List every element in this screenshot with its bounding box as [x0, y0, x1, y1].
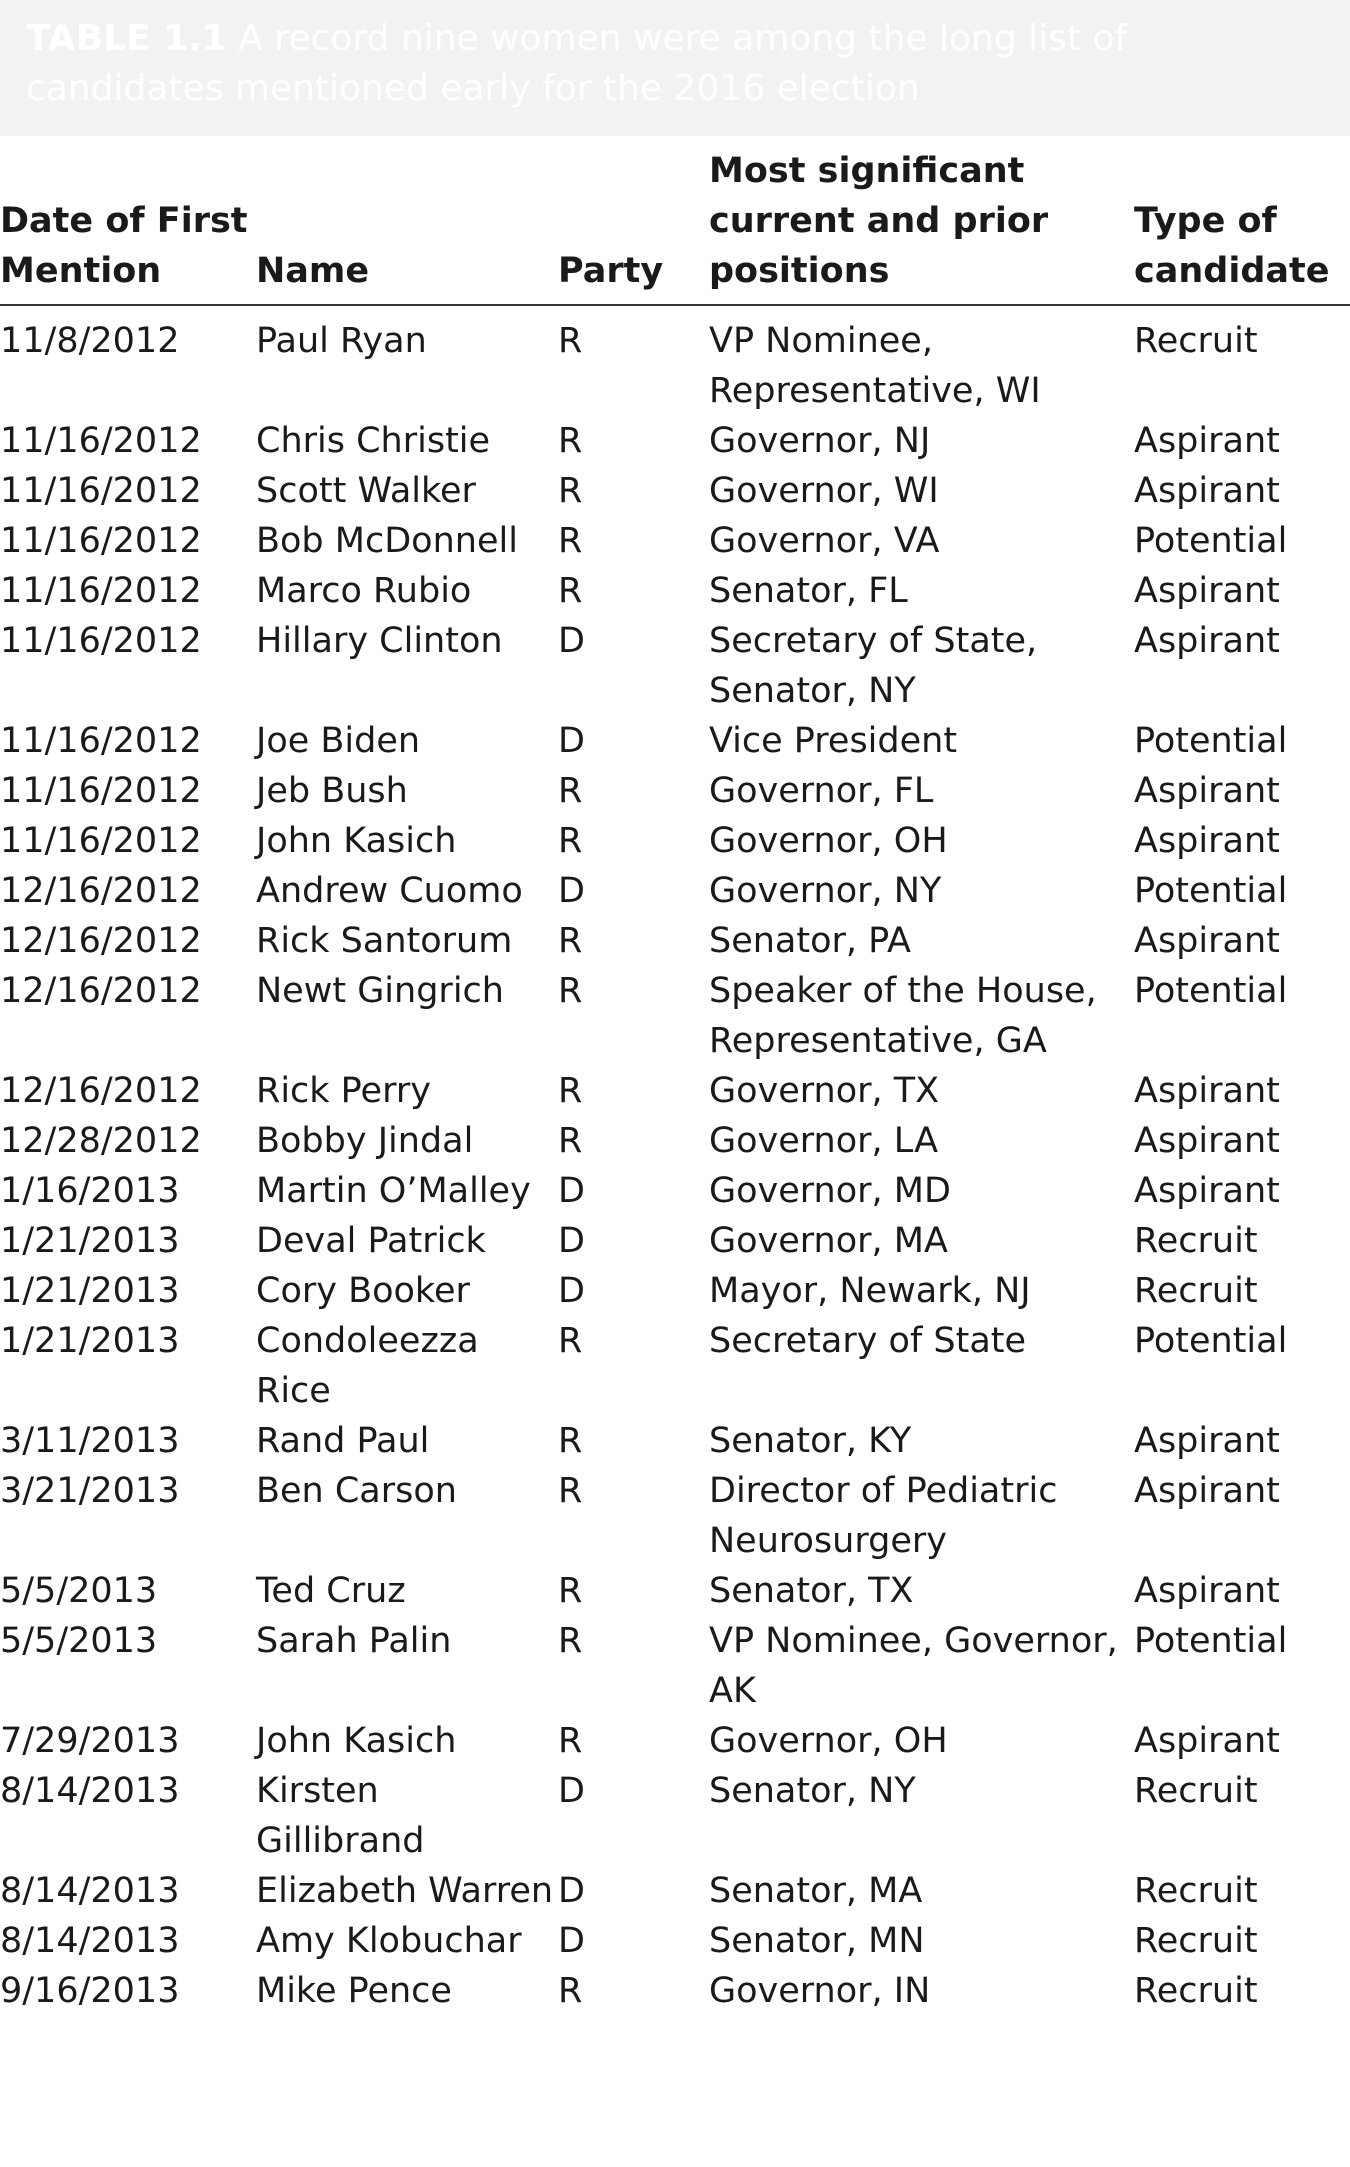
- cell-date: 11/16/2012: [0, 621, 202, 661]
- cell-party: R: [558, 771, 583, 811]
- cell-type: Potential: [1134, 871, 1288, 911]
- table-row: [0, 1766, 1350, 1866]
- cell-party: D: [558, 1771, 585, 1811]
- cell-positions: VP Nominee, Governor, AK: [709, 1621, 1118, 1711]
- cell-date: 11/16/2012: [0, 521, 202, 561]
- table-row: [0, 1166, 1350, 1216]
- cell-type: Aspirant: [1134, 1071, 1280, 1111]
- cell-positions: Senator, PA: [709, 921, 911, 961]
- table-row: [0, 1716, 1350, 1766]
- table-caption-text: A record nine women were among the long list of candidates mentioned early for the 2016 election: [26, 18, 1128, 109]
- cell-type: Recruit: [1134, 1921, 1258, 1961]
- cell-date: 12/28/2012: [0, 1121, 202, 1161]
- cell-party: D: [558, 1921, 585, 1961]
- column-header-party: Party: [558, 146, 709, 305]
- cell-date: 11/16/2012: [0, 571, 202, 611]
- cell-type: Potential: [1134, 721, 1288, 761]
- cell-positions: Senator, FL: [709, 571, 908, 611]
- cell-type: Aspirant: [1134, 1571, 1280, 1611]
- cell-date: 7/29/2013: [0, 1721, 180, 1761]
- cell-party: R: [558, 1971, 583, 2011]
- cell-type: Aspirant: [1134, 421, 1280, 461]
- cell-party: R: [558, 1471, 583, 1511]
- cell-positions: Governor, IN: [709, 1971, 931, 2011]
- cell-positions: Governor, WI: [709, 471, 939, 511]
- table-row: [0, 866, 1350, 916]
- cell-party: R: [558, 1721, 583, 1761]
- cell-party: R: [558, 421, 583, 461]
- cell-positions: Secretary of State, Senator, NY: [709, 621, 1038, 711]
- cell-date: 11/8/2012: [0, 321, 180, 361]
- cell-type: Recruit: [1134, 1771, 1258, 1811]
- cell-party: D: [558, 1171, 585, 1211]
- table-row: [0, 1616, 1350, 1716]
- cell-name: Newt Gingrich: [256, 971, 504, 1011]
- cell-name: Deval Patrick: [256, 1221, 486, 1261]
- cell-name: Joe Biden: [256, 721, 421, 761]
- cell-positions: Mayor, Newark, NJ: [709, 1271, 1031, 1311]
- cell-positions: Speaker of the House, Representative, GA: [709, 971, 1097, 1061]
- cell-party: D: [558, 1271, 585, 1311]
- table-body: [0, 305, 1350, 2016]
- cell-date: 12/16/2012: [0, 1071, 202, 1111]
- table-row: [0, 566, 1350, 616]
- column-header-type: Type of candidate: [1134, 146, 1350, 305]
- cell-date: 3/21/2013: [0, 1471, 180, 1511]
- cell-type: Aspirant: [1134, 1721, 1280, 1761]
- table-row: [0, 1916, 1350, 1966]
- cell-name: Bobby Jindal: [256, 1121, 474, 1161]
- cell-date: 9/16/2013: [0, 1971, 180, 2011]
- cell-type: Aspirant: [1134, 821, 1280, 861]
- table-row: [0, 1866, 1350, 1916]
- table-row: [0, 616, 1350, 716]
- cell-name: Ted Cruz: [256, 1571, 406, 1611]
- cell-positions: Governor, OH: [709, 1721, 948, 1761]
- cell-name: Rand Paul: [256, 1421, 430, 1461]
- cell-date: 12/16/2012: [0, 971, 202, 1011]
- table-row: [0, 305, 1350, 416]
- cell-type: Recruit: [1134, 1271, 1258, 1311]
- cell-name: Jeb Bush: [256, 771, 408, 811]
- cell-positions: Governor, MD: [709, 1171, 951, 1211]
- table-row: [0, 466, 1350, 516]
- cell-party: R: [558, 521, 583, 561]
- cell-party: D: [558, 621, 585, 661]
- cell-name: Hillary Clinton: [256, 621, 503, 661]
- table-row: [0, 816, 1350, 866]
- cell-date: 1/21/2013: [0, 1221, 180, 1261]
- column-header-date: Date of First Mention: [0, 146, 256, 305]
- cell-positions: Governor, NY: [709, 871, 942, 911]
- column-header-name: Name: [256, 146, 558, 305]
- cell-date: 11/16/2012: [0, 771, 202, 811]
- cell-name: Ben Carson: [256, 1471, 457, 1511]
- cell-name: Marco Rubio: [256, 571, 472, 611]
- cell-positions: Governor, OH: [709, 821, 948, 861]
- cell-party: R: [558, 321, 583, 361]
- table-row: [0, 1466, 1350, 1566]
- cell-date: 11/16/2012: [0, 471, 202, 511]
- cell-name: Sarah Palin: [256, 1621, 452, 1661]
- cell-party: R: [558, 1121, 583, 1161]
- table-row: [0, 1316, 1350, 1416]
- table-caption-label: TABLE 1.1: [26, 18, 227, 59]
- table-row: [0, 1216, 1350, 1266]
- column-header-positions: Most significant current and prior positions: [709, 146, 1134, 305]
- cell-name: Cory Booker: [256, 1271, 470, 1311]
- cell-positions: Senator, TX: [709, 1571, 914, 1611]
- cell-positions: Governor, LA: [709, 1121, 939, 1161]
- cell-name: Condoleezza Rice: [256, 1321, 479, 1411]
- cell-date: 11/16/2012: [0, 421, 202, 461]
- cell-date: 12/16/2012: [0, 871, 202, 911]
- cell-party: D: [558, 1871, 585, 1911]
- cell-name: Amy Klobuchar: [256, 1921, 522, 1961]
- table-row: [0, 716, 1350, 766]
- cell-party: R: [558, 821, 583, 861]
- table-row: [0, 766, 1350, 816]
- cell-date: 3/11/2013: [0, 1421, 180, 1461]
- cell-positions: Secretary of State: [709, 1321, 1027, 1361]
- cell-type: Recruit: [1134, 1971, 1258, 2011]
- table-row: [0, 416, 1350, 466]
- cell-party: R: [558, 1571, 583, 1611]
- cell-positions: Senator, NY: [709, 1771, 916, 1811]
- table-row: [0, 1066, 1350, 1116]
- cell-party: R: [558, 1071, 583, 1111]
- cell-date: 8/14/2013: [0, 1771, 180, 1811]
- cell-name: Rick Perry: [256, 1071, 431, 1111]
- cell-name: Chris Christie: [256, 421, 491, 461]
- cell-type: Potential: [1134, 1621, 1288, 1661]
- cell-date: 5/5/2013: [0, 1621, 158, 1661]
- cell-type: Aspirant: [1134, 921, 1280, 961]
- table-caption: [0, 0, 1350, 136]
- cell-date: 12/16/2012: [0, 921, 202, 961]
- cell-name: Mike Pence: [256, 1971, 452, 2011]
- cell-date: 1/21/2013: [0, 1321, 180, 1361]
- table-row: [0, 966, 1350, 1066]
- cell-type: Aspirant: [1134, 1471, 1280, 1511]
- table-row: [0, 1416, 1350, 1466]
- table-row: [0, 516, 1350, 566]
- table-row: [0, 1966, 1350, 2016]
- cell-positions: Senator, MN: [709, 1921, 925, 1961]
- cell-name: Andrew Cuomo: [256, 871, 523, 911]
- cell-positions: Vice President: [709, 721, 958, 761]
- cell-name: Paul Ryan: [256, 321, 427, 361]
- cell-name: Rick Santorum: [256, 921, 513, 961]
- cell-name: Bob McDonnell: [256, 521, 518, 561]
- cell-positions: VP Nominee, Representative, WI: [709, 321, 1041, 411]
- cell-date: 8/14/2013: [0, 1871, 180, 1911]
- cell-type: Aspirant: [1134, 1171, 1280, 1211]
- cell-type: Aspirant: [1134, 1421, 1280, 1461]
- cell-party: R: [558, 1621, 583, 1661]
- cell-name: Kirsten Gillibrand: [256, 1771, 425, 1861]
- cell-type: Potential: [1134, 971, 1288, 1011]
- cell-date: 11/16/2012: [0, 721, 202, 761]
- cell-party: R: [558, 921, 583, 961]
- cell-party: R: [558, 1421, 583, 1461]
- cell-date: 1/16/2013: [0, 1171, 180, 1211]
- cell-date: 1/21/2013: [0, 1271, 180, 1311]
- table-row: [0, 916, 1350, 966]
- cell-party: R: [558, 571, 583, 611]
- cell-party: D: [558, 721, 585, 761]
- table-row: [0, 1566, 1350, 1616]
- cell-positions: Governor, VA: [709, 521, 940, 561]
- cell-type: Aspirant: [1134, 771, 1280, 811]
- cell-type: Recruit: [1134, 321, 1258, 361]
- cell-type: Aspirant: [1134, 1121, 1280, 1161]
- cell-type: Recruit: [1134, 1871, 1258, 1911]
- table-row: [0, 1266, 1350, 1316]
- header-row: [0, 146, 1350, 305]
- cell-positions: Governor, TX: [709, 1071, 940, 1111]
- cell-type: Aspirant: [1134, 621, 1280, 661]
- cell-type: Recruit: [1134, 1221, 1258, 1261]
- cell-party: R: [558, 1321, 583, 1361]
- cell-type: Aspirant: [1134, 471, 1280, 511]
- cell-type: Aspirant: [1134, 571, 1280, 611]
- cell-positions: Director of Pediatric Neurosurgery: [709, 1471, 1058, 1561]
- cell-positions: Governor, NJ: [709, 421, 931, 461]
- cell-positions: Governor, MA: [709, 1221, 948, 1261]
- cell-type: Potential: [1134, 521, 1288, 561]
- cell-name: John Kasich: [256, 1721, 457, 1761]
- table-header: [0, 146, 1350, 305]
- cell-positions: Senator, MA: [709, 1871, 923, 1911]
- cell-party: D: [558, 871, 585, 911]
- cell-positions: Senator, KY: [709, 1421, 912, 1461]
- cell-type: Potential: [1134, 1321, 1288, 1361]
- cell-date: 8/14/2013: [0, 1921, 180, 1961]
- cell-name: Scott Walker: [256, 471, 476, 511]
- cell-party: D: [558, 1221, 585, 1261]
- cell-positions: Governor, FL: [709, 771, 934, 811]
- cell-name: Martin O’Malley: [256, 1171, 531, 1211]
- cell-name: John Kasich: [256, 821, 457, 861]
- cell-name: Elizabeth Warren: [256, 1871, 554, 1911]
- cell-date: 5/5/2013: [0, 1571, 158, 1611]
- cell-party: R: [558, 971, 583, 1011]
- table-row: [0, 1116, 1350, 1166]
- cell-party: R: [558, 471, 583, 511]
- cell-date: 11/16/2012: [0, 821, 202, 861]
- candidates-table: [0, 146, 1350, 2016]
